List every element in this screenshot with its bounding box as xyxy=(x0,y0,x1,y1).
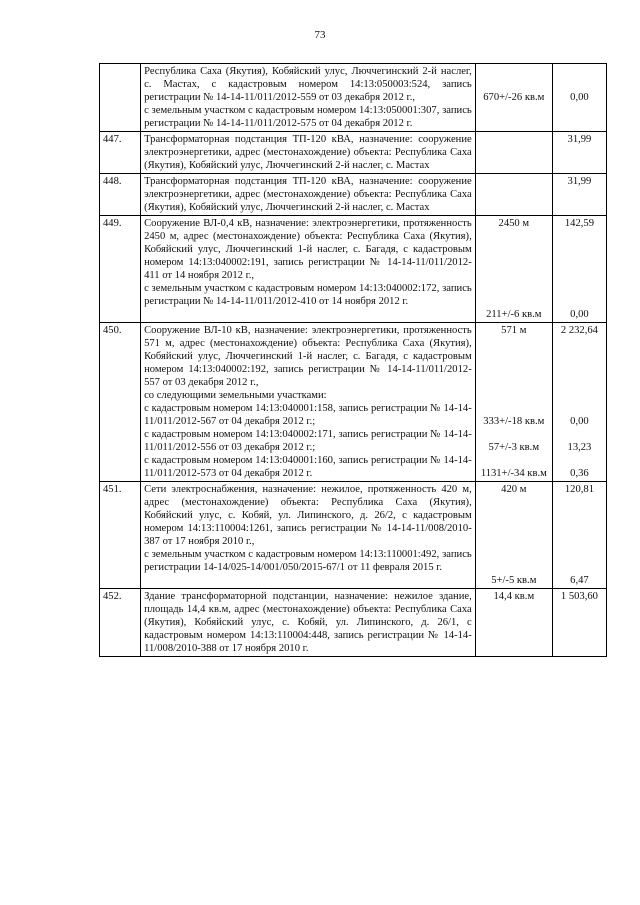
row-area xyxy=(475,216,552,323)
length-value: 571 м xyxy=(501,325,527,336)
land-plot-text: с кадастровым номером 14:13:040001:160, запись регистрации № 14-14-11/011/2012-573 от 04 декабря 2012 г. xyxy=(144,455,472,479)
land-area-value: 211+/-6 кв.м xyxy=(486,309,542,320)
description-text: Здание трансформаторной подстанции, назначение: нежилое здание, площадь 14,4 кв.м, адрес (местонахождение) объекта: Республика Саха (Якутия), Кобяйский улус, с. Кобяй, ул. Липинского, д. 26/1, с кадастровым номером 14:13:110004:448, запись регистрации № 14-14-11/008/2010-388 от 17 ноября 2010 г. xyxy=(144,591,472,654)
land-value: 0,00 xyxy=(570,416,589,427)
row-area: 14,4 кв.м xyxy=(475,589,552,657)
row-area: 670+/-26 кв.м xyxy=(475,64,552,132)
description-text: Трансформаторная подстанция ТП-120 кВА, назначение: сооружение электроэнергетики, адрес (местонахождение) объекта: Республика Саха (Якутия), Кобяйский улус, Люччегинский 2-й наслег, с. Мастах xyxy=(144,134,472,171)
row-number: 452. xyxy=(100,589,141,657)
description-land-text: с земельным участком с кадастровым номером 14:13:050001:307, запись регистрации № 14-14-11/011/2012-575 от 04 декабря 2012 г. xyxy=(144,105,472,129)
land-value: 0,00 xyxy=(570,309,589,320)
land-area-value: 1131+/-34 кв.м xyxy=(480,468,547,479)
row-number: 448. xyxy=(100,174,141,216)
row-value xyxy=(552,216,606,323)
row-description xyxy=(141,64,476,132)
row-number: 451. xyxy=(100,482,141,589)
row-number: 447. xyxy=(100,132,141,174)
property-registry-table xyxy=(99,63,607,657)
row-area xyxy=(475,323,552,482)
row-description xyxy=(141,482,476,589)
main-value: 2 232,64 xyxy=(560,325,598,336)
table-row xyxy=(100,589,607,657)
length-value: 420 м xyxy=(501,484,527,495)
description-text: Сооружение ВЛ-10 кВ, назначение: электроэнергетики, протяженность 571 м, адрес (местонахождение) объекта: Республика Саха (Якутия), Кобяйский улус, Люччегинский 1-й наслег, с. Багадя, с кадастровым номером 14:13:040002:192, запись регистрации № 14-14-11/011/2012-557 от 03 декабря 2012 г., xyxy=(144,325,472,388)
row-number: 449. xyxy=(100,216,141,323)
table-row xyxy=(100,482,607,589)
land-area-value: 57+/-3 кв.м xyxy=(488,442,540,453)
row-area xyxy=(475,174,552,216)
row-area xyxy=(475,482,552,589)
row-description xyxy=(141,323,476,482)
land-area-value: 5+/-5 кв.м xyxy=(491,575,537,586)
main-value: 120,81 xyxy=(564,484,594,495)
row-value xyxy=(552,323,606,482)
table-row xyxy=(100,64,607,132)
table-row xyxy=(100,132,607,174)
description-land-text: с земельным участком с кадастровым номером 14:13:040002:172, запись регистрации № 14-14-11/011/2012-410 от 14 ноября 2012 г. xyxy=(144,283,472,307)
row-description xyxy=(141,132,476,174)
description-text: Трансформаторная подстанция ТП-120 кВА, назначение: сооружение электроэнергетики, адрес (местонахождение) объекта: Республика Саха (Якутия), Кобяйский улус, Люччегинский 2-й наслег, с. Мастах xyxy=(144,176,472,213)
row-number: 450. xyxy=(100,323,141,482)
land-plot-text: с кадастровым номером 14:13:040001:158, запись регистрации № 14-14-11/011/2012-567 от 04 декабря 2012 г.; xyxy=(144,403,472,427)
description-text: Республика Саха (Якутия), Кобяйский улус, Люччегинский 2-й наслег, с. Мастах, с кадастровым номером 14:13:050003:524, запись регистрации № 14-14-11/011/2012-559 от 03 декабря 2012 г., xyxy=(144,66,472,103)
row-value xyxy=(552,482,606,589)
land-value: 6,47 xyxy=(570,575,589,586)
description-text: Сооружение ВЛ-0,4 кВ, назначение: электроэнергетики, протяженность 2450 м, адрес (местонахождение) объекта: Республика Саха (Якутия), Кобяйский улус, Люччегинский 1-й наслег, с. Багадя, с кадастровым номером 14:13:040002:191, запись регистрации № 14-14-11/011/2012-411 от 14 ноября 2012 г., xyxy=(144,218,472,281)
row-value: 31,99 xyxy=(552,132,606,174)
land-value: 0,36 xyxy=(570,468,589,479)
description-text: Сети электроснабжения, назначение: нежилое, протяженность 420 м, адрес (местонахождение) объекта: Республика Саха (Якутия), Кобяйский улус, с. Кобяй, ул. Липинского, д. 26/2, с кадастровым номером 14:13:110004:1261, запись регистрации № 14-14-11/008/2010-387 от 17 ноября 2010 г., xyxy=(144,484,472,547)
land-area-value: 333+/-18 кв.м xyxy=(483,416,545,427)
row-description xyxy=(141,216,476,323)
land-value: 13,23 xyxy=(567,442,592,453)
row-number xyxy=(100,64,141,132)
table-row xyxy=(100,323,607,482)
table-row xyxy=(100,216,607,323)
page-number: 73 xyxy=(314,29,326,41)
table-row xyxy=(100,174,607,216)
row-value: 1 503,60 xyxy=(552,589,606,657)
length-value: 2450 м xyxy=(498,218,530,229)
main-value: 142,59 xyxy=(564,218,594,229)
land-plots-intro: со следующими земельными участками: xyxy=(144,390,327,401)
row-description xyxy=(141,174,476,216)
row-value: 0,00 xyxy=(552,64,606,132)
row-value: 31,99 xyxy=(552,174,606,216)
land-plot-text: с кадастровым номером 14:13:040002:171, запись регистрации № 14-14-11/011/2012-556 от 03 декабря 2012 г.; xyxy=(144,429,472,453)
row-description xyxy=(141,589,476,657)
description-land-text: с земельным участком с кадастровым номером 14:13:110001:492, запись регистрации 14-14/025-14/001/050/2015-67/1 от 11 февраля 2015 г. xyxy=(144,549,472,573)
row-area xyxy=(475,132,552,174)
